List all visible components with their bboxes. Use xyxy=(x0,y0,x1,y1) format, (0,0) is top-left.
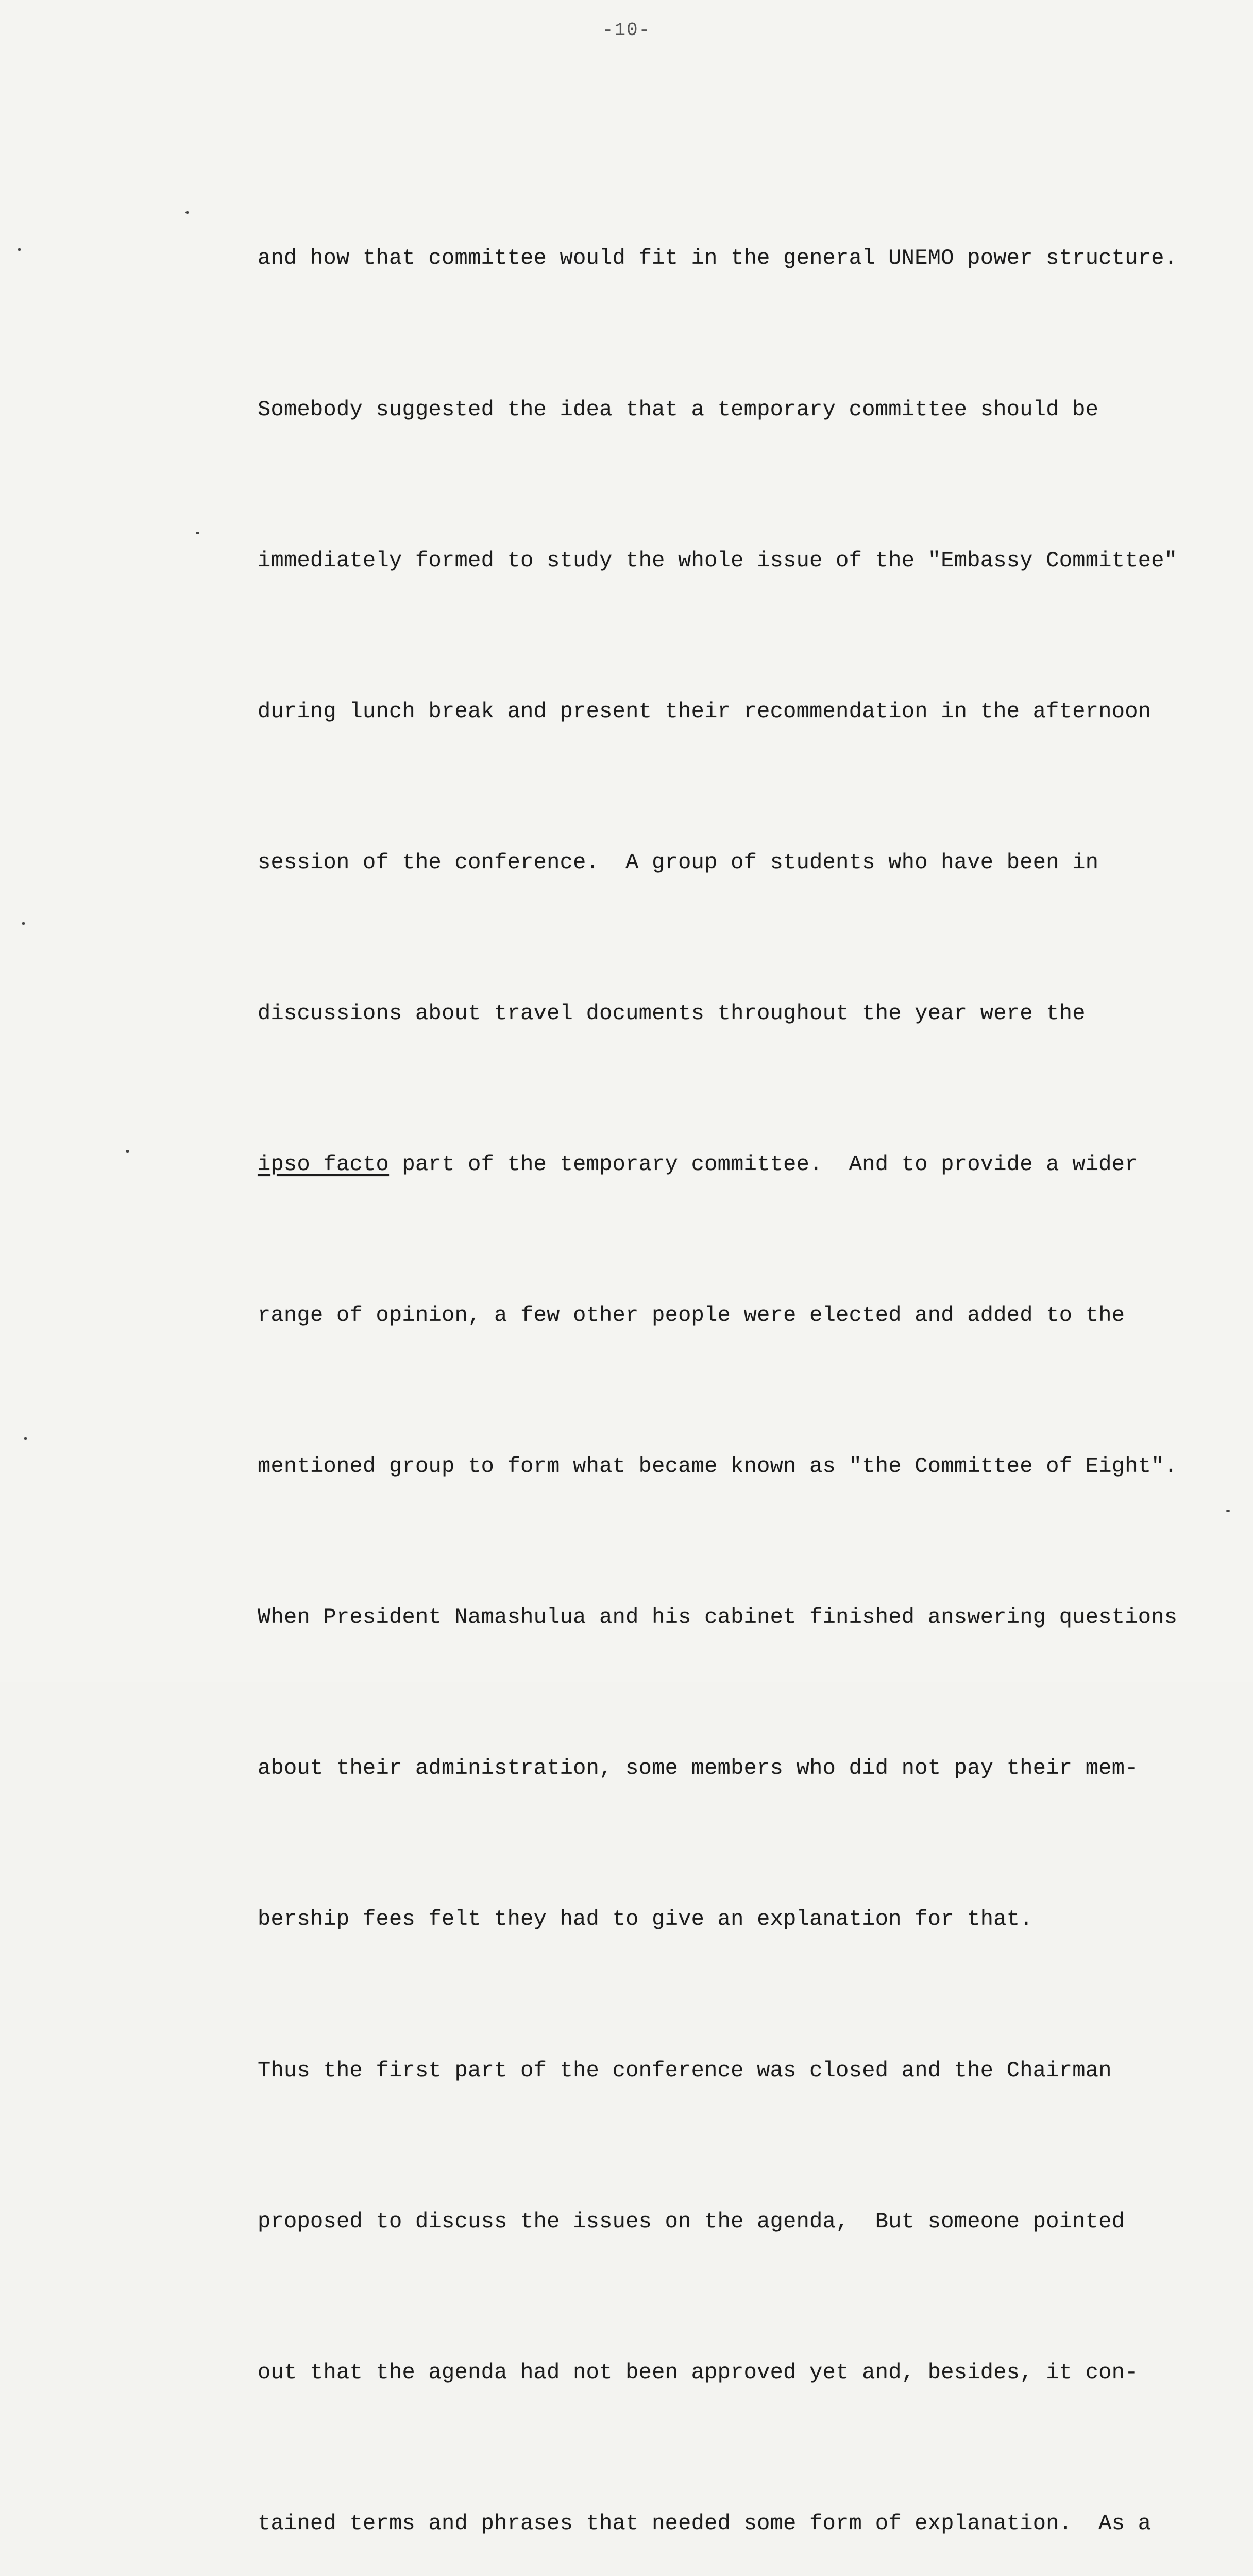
text-line-rest: part of the temporary committee. And to provide a wider xyxy=(389,1151,1138,1177)
scan-speck xyxy=(126,1150,129,1153)
text-line: out that the agenda had not been approved yet and, besides, it con- xyxy=(258,2360,1138,2385)
underlined-phrase: ipso facto xyxy=(258,1151,390,1177)
text-line: range of opinion, a few other people were elected and added to the xyxy=(258,1303,1125,1328)
text-line: discussions about travel documents throughout the year were the xyxy=(258,1001,1086,1026)
text-line: during lunch break and present their recommendation in the afternoon xyxy=(258,699,1152,724)
body-text xyxy=(258,133,1226,2576)
page-number: -10- xyxy=(602,20,651,41)
text-line: When President Namashulua and his cabinet finished answering questions xyxy=(258,1605,1178,1630)
text-line: and how that committee would fit in the general UNEMO power structure. xyxy=(258,246,1178,271)
scan-speck xyxy=(18,248,21,251)
text-line: proposed to discuss the issues on the agenda, But someone pointed xyxy=(258,2209,1125,2234)
text-line: tained terms and phrases that needed some form of explanation. As a xyxy=(258,2511,1152,2536)
scan-speck xyxy=(185,211,189,214)
scan-speck xyxy=(22,922,25,925)
text-line: immediately formed to study the whole issue of the "Embassy Committee" xyxy=(258,548,1178,573)
text-line: Thus the first part of the conference was closed and the Chairman xyxy=(258,2058,1112,2083)
text-line: session of the conference. A group of students who have been in xyxy=(258,850,1099,875)
scan-speck xyxy=(1226,1510,1230,1512)
text-line-ipso-facto xyxy=(258,1140,1226,1190)
text-line: about their administration, some members who did not pay their mem- xyxy=(258,1756,1138,1781)
text-line: bership fees felt they had to give an explanation for that. xyxy=(258,1907,1033,1932)
scan-speck xyxy=(196,532,199,534)
text-line: mentioned group to form what became known as "the Committee of Eight". xyxy=(258,1454,1178,1479)
scan-speck xyxy=(24,1437,27,1440)
text-line: Somebody suggested the idea that a temporary committee should be xyxy=(258,397,1099,422)
